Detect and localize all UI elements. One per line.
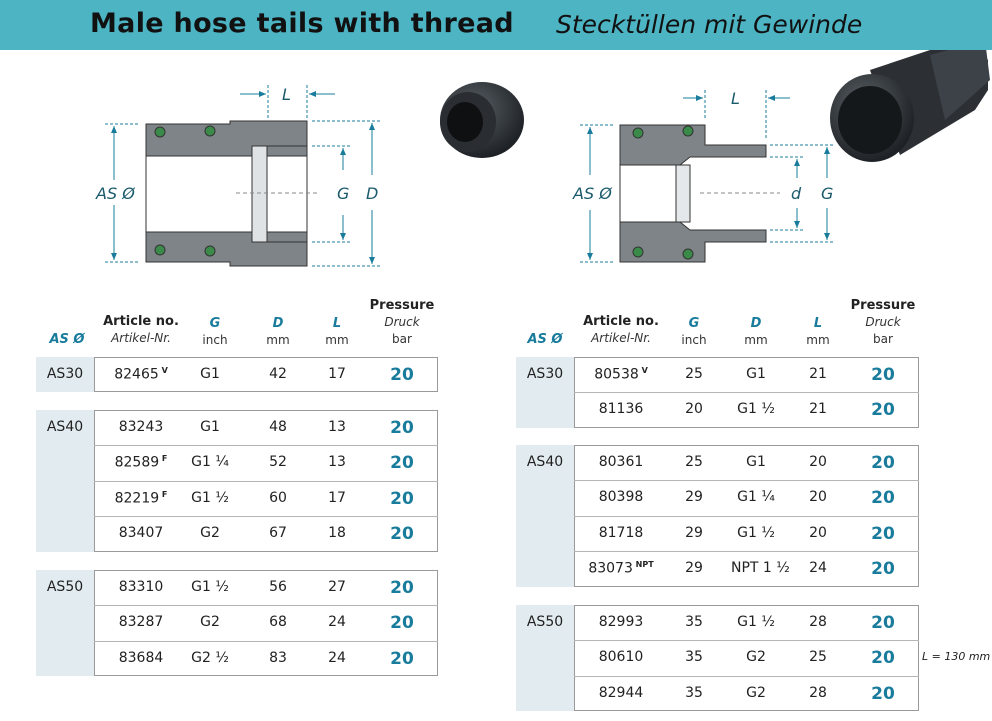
cell-d: G1 ½ <box>737 401 775 418</box>
left-header-pressure: Pressure Druck bar <box>369 298 435 346</box>
as-group-label: AS50 <box>36 570 94 676</box>
page-subtitle: Stecktüllen mit Gewinde <box>556 10 863 39</box>
cell-g: 25 <box>685 366 703 382</box>
cell-g: G2 <box>200 614 220 631</box>
cell-g: 29 <box>685 489 703 506</box>
cell-g: G2 <box>200 525 220 542</box>
right-group-as50 <box>516 605 919 711</box>
cell-article: 83287 <box>118 614 164 631</box>
row-divider <box>94 481 438 482</box>
pressure-value: 20 <box>871 453 895 473</box>
as-group-label: AS30 <box>36 357 94 392</box>
cell-d: G2 <box>746 649 766 666</box>
right-group-as40 <box>516 445 919 587</box>
as-group-label: AS50 <box>516 605 574 711</box>
cell-g: 29 <box>685 560 703 577</box>
cell-g: G1 ½ <box>191 579 229 595</box>
pressure-value: 20 <box>871 648 895 669</box>
length-note: L = 130 mm <box>922 650 991 663</box>
cell-article: 83310 <box>118 579 164 595</box>
cell-g: G1 <box>200 366 220 382</box>
cell-article: 82993 <box>598 614 644 630</box>
cell-article: 81718 <box>598 524 644 541</box>
left-d-label: D <box>366 184 379 203</box>
cell-article: 80538 $^V$ <box>594 366 648 383</box>
pressure-value: 20 <box>390 488 414 509</box>
technical-drawing <box>0 50 992 290</box>
left-header-l: L mm <box>325 316 349 347</box>
row-divider <box>574 676 919 677</box>
cell-d: 42 <box>269 366 287 382</box>
pressure-value: 20 <box>871 365 895 385</box>
cell-d: 60 <box>269 489 287 506</box>
row-divider <box>574 480 919 481</box>
cell-l: 13 <box>328 419 346 435</box>
cell-g: 35 <box>685 649 703 666</box>
cell-d: G1 <box>746 454 766 470</box>
pressure-value: 20 <box>871 400 895 421</box>
left-header-d: D mm <box>266 316 290 347</box>
right-header-pressure: Pressure Druck bar <box>850 298 916 346</box>
cell-g: G1 ½ <box>191 489 229 506</box>
cell-g: 25 <box>685 454 703 470</box>
row-divider <box>574 551 919 552</box>
cell-l: 24 <box>328 614 346 631</box>
left-product-photo <box>440 82 524 158</box>
cell-article: 83407 <box>118 525 164 542</box>
cell-l: 24 <box>328 649 346 666</box>
cell-article: 82465 $^V$ <box>114 366 168 383</box>
left-g-label: G <box>337 184 350 203</box>
as-group-label: AS40 <box>516 445 574 587</box>
left-header-article: Article no. Artikel-Nr. <box>103 314 179 345</box>
left-group-as30 <box>36 357 438 392</box>
title-banner <box>0 0 992 50</box>
cell-article: 80361 <box>598 454 644 470</box>
cell-article: 83243 <box>118 419 164 435</box>
cell-d: G1 ½ <box>737 524 775 541</box>
as-group-label: AS40 <box>36 410 94 552</box>
cell-d: G1 <box>746 366 766 382</box>
cell-g: 29 <box>685 524 703 541</box>
pressure-value: 20 <box>871 523 895 544</box>
pressure-value: 20 <box>390 418 414 438</box>
cell-d: 68 <box>269 614 287 631</box>
cell-d: NPT 1 ½ <box>731 560 790 577</box>
cell-d: 67 <box>269 525 287 542</box>
left-header-as: AS Ø <box>49 332 85 347</box>
article-mark: V <box>638 366 648 375</box>
row-divider <box>94 516 438 517</box>
cell-g: 35 <box>685 614 703 630</box>
row-divider <box>574 516 919 517</box>
article-mark: F <box>159 454 168 464</box>
pressure-value: 20 <box>390 524 414 545</box>
cell-d: 52 <box>269 454 287 471</box>
cell-l: 20 <box>809 489 827 506</box>
cell-d: G2 <box>746 684 766 701</box>
pressure-value: 20 <box>390 648 414 669</box>
cell-l: 25 <box>809 649 827 666</box>
article-mark: NPT <box>632 560 654 570</box>
cell-g: G2 ½ <box>191 649 229 666</box>
left-l-label: L <box>282 85 291 104</box>
cell-l: 17 <box>328 489 346 506</box>
left-header-g: G inch <box>202 316 228 347</box>
right-header-l: L mm <box>806 316 830 347</box>
left-group-as50 <box>36 570 438 676</box>
page-title: Male hose tails with thread <box>90 8 514 39</box>
cell-article: 80610 <box>598 649 644 666</box>
right-header-as: AS Ø <box>527 332 563 347</box>
article-mark: F <box>159 489 168 499</box>
as-group-label: AS30 <box>516 357 574 428</box>
pressure-value: 20 <box>871 683 895 704</box>
cell-d: G1 ¼ <box>737 489 775 506</box>
cell-l: 20 <box>809 454 827 470</box>
row-divider <box>574 392 919 393</box>
pressure-value: 20 <box>871 613 895 633</box>
row-divider <box>94 641 438 642</box>
cell-article: 82219 $^F$ <box>114 489 168 507</box>
right-product-photo <box>830 50 990 162</box>
right-header-article: Article no. Artikel-Nr. <box>583 314 659 345</box>
cell-g: 20 <box>685 401 703 418</box>
left-group-as40 <box>36 410 438 552</box>
right-g-label: G <box>821 184 834 203</box>
cell-l: 21 <box>809 401 827 418</box>
cell-l: 27 <box>328 579 346 595</box>
pressure-value: 20 <box>390 365 414 385</box>
left-as-label: AS Ø <box>96 184 135 203</box>
cell-d: 56 <box>269 579 287 595</box>
cell-l: 21 <box>809 366 827 382</box>
cell-l: 24 <box>809 560 827 577</box>
row-divider <box>574 640 919 641</box>
cell-l: 28 <box>809 614 827 630</box>
cell-d: 83 <box>269 649 287 666</box>
cell-g: G1 ¼ <box>191 454 229 471</box>
article-mark: V <box>158 366 168 375</box>
cell-l: 18 <box>328 525 346 542</box>
row-divider <box>94 445 438 446</box>
cell-article: 81136 <box>598 401 644 418</box>
cell-article: 82589 $^F$ <box>114 454 168 472</box>
cell-article: 80398 <box>598 489 644 506</box>
cell-d: 48 <box>269 419 287 435</box>
right-d-label: d <box>791 184 802 203</box>
pressure-value: 20 <box>390 453 414 474</box>
cell-l: 20 <box>809 524 827 541</box>
right-header-d: D mm <box>744 316 768 347</box>
cell-l: 17 <box>328 366 346 382</box>
pressure-value: 20 <box>871 559 895 580</box>
right-l-label: L <box>731 89 740 108</box>
row-divider <box>94 605 438 606</box>
cell-article: 82944 <box>598 684 644 701</box>
cell-l: 13 <box>328 454 346 471</box>
left-cross-section <box>146 121 307 266</box>
pressure-value: 20 <box>390 578 414 598</box>
cell-g: 35 <box>685 684 703 701</box>
pressure-value: 20 <box>871 488 895 509</box>
right-group-as30 <box>516 357 919 428</box>
cell-g: G1 <box>200 419 220 435</box>
pressure-value: 20 <box>390 613 414 634</box>
cell-l: 28 <box>809 684 827 701</box>
cell-d: G1 ½ <box>737 614 775 630</box>
right-as-label: AS Ø <box>573 184 612 203</box>
right-header-g: G inch <box>681 316 707 347</box>
cell-article: 83073 $^{NPT}$ <box>588 560 654 577</box>
cell-article: 83684 <box>118 649 164 666</box>
